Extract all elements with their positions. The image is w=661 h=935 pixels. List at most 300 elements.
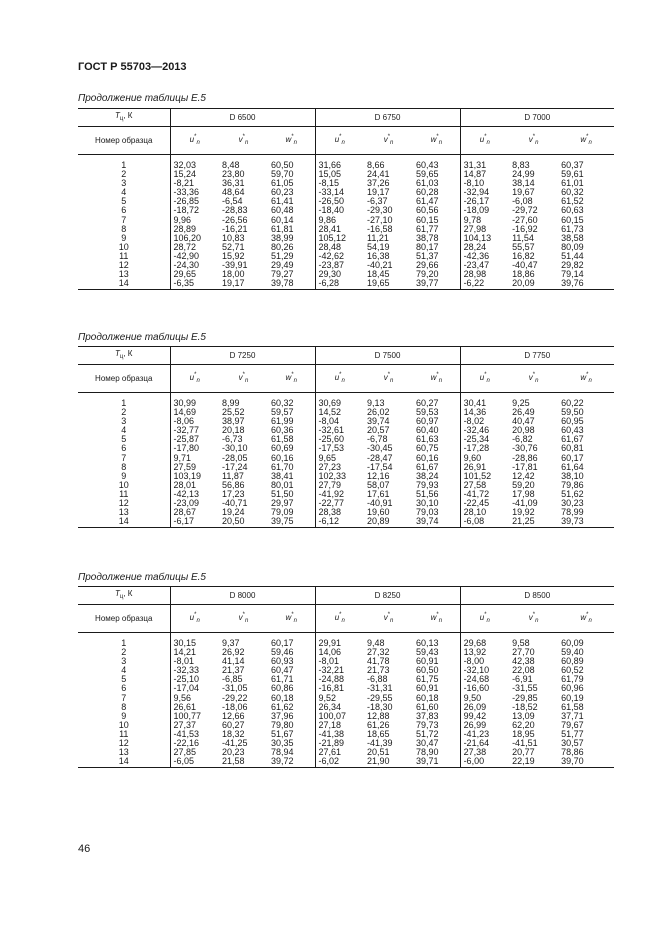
value-cell: 51,72 [416, 728, 439, 739]
var-superscript: * [291, 611, 294, 618]
value-cell: 79,20 [416, 269, 439, 280]
value-cell: 56,86 [222, 479, 245, 490]
header-row [78, 587, 614, 605]
value-cell: 48,64 [222, 187, 245, 198]
sample-number-cell: 8 [121, 701, 127, 712]
value-cell: 31,31 [460, 161, 509, 170]
value-cell: -18,52 [512, 701, 538, 712]
value-cell: -32,21 [315, 666, 364, 675]
var-subscript: n [438, 377, 443, 384]
var-w-header [413, 365, 460, 393]
value-cell: 79,93 [416, 479, 439, 490]
var-symbol: u [479, 372, 485, 382]
value-cell: 27,98 [460, 225, 509, 234]
value-cell: -41,23 [460, 730, 509, 739]
value-cell: 41,78 [367, 656, 390, 667]
value-cell: -8,04 [315, 417, 364, 426]
sample-number-cell: 11 [119, 250, 129, 261]
var-symbol: u [189, 612, 195, 622]
var-subscript: n [245, 377, 249, 384]
subheader-row [78, 365, 614, 393]
sample-number-cell: 12 [118, 498, 129, 509]
value-cell: 26,34 [315, 703, 364, 712]
var-superscript: * [586, 133, 589, 140]
var-superscript: * [194, 371, 197, 378]
value-cell: 40,47 [512, 416, 535, 427]
var-subscript: n [245, 617, 249, 624]
var-subscript: n [535, 377, 539, 384]
var-symbol: w [580, 372, 587, 382]
value-cell: 60,63 [561, 205, 584, 216]
value-cell: -16,92 [512, 223, 538, 234]
sample-number-cell: 10 [118, 241, 129, 252]
value-cell: -32,61 [315, 426, 364, 435]
sample-number-cell: 8 [121, 223, 127, 234]
value-cell: 29,65 [170, 270, 219, 279]
value-cell: 26,02 [367, 407, 390, 418]
value-cell: 99,42 [460, 712, 509, 721]
value-cell: 60,18 [416, 692, 439, 703]
temp-symbol: T [115, 110, 120, 120]
value-cell: 78,94 [271, 747, 294, 758]
value-cell: -23,09 [170, 499, 219, 508]
value-cell: 61,99 [271, 416, 294, 427]
value-cell: 39,75 [268, 517, 315, 528]
value-cell: 79,03 [416, 507, 439, 518]
value-cell: 60,96 [561, 683, 584, 694]
value-cell: 60,27 [416, 398, 439, 408]
value-cell: 58,07 [367, 479, 390, 490]
value-cell: -6,08 [512, 196, 533, 207]
value-cell: 17,23 [222, 488, 245, 499]
value-cell: 39,74 [367, 416, 390, 427]
value-cell: 14,21 [170, 648, 219, 657]
var-u-header [315, 365, 364, 393]
var-symbol: w [285, 134, 292, 144]
value-cell: 19,17 [219, 279, 268, 290]
var-v-header [364, 605, 413, 633]
value-cell: 9,48 [367, 638, 385, 648]
sample-number-header: Номер образца [78, 605, 170, 633]
var-w-header [268, 605, 315, 633]
value-cell: 28,38 [315, 508, 364, 517]
value-cell: 27,59 [170, 463, 219, 472]
value-cell: 60,47 [271, 665, 294, 676]
value-cell: -18,30 [367, 701, 393, 712]
value-cell: 60,81 [561, 443, 584, 454]
value-cell: -21,89 [315, 739, 364, 748]
var-superscript: * [291, 133, 294, 140]
value-cell: 29,82 [561, 260, 584, 271]
value-cell: -42,36 [460, 252, 509, 261]
value-cell: -8,06 [170, 417, 219, 426]
data-table-1 [78, 108, 614, 290]
sample-number-cell: 12 [118, 260, 129, 271]
value-cell: -6,54 [222, 196, 243, 207]
value-cell: -8,01 [170, 657, 219, 666]
value-cell: 31,66 [315, 161, 364, 170]
value-cell: 51,29 [271, 250, 294, 261]
value-cell: 18,45 [367, 269, 390, 280]
var-subscript: n [438, 617, 443, 624]
sample-number-cell: 4 [121, 665, 127, 676]
value-cell: 19,24 [222, 507, 245, 518]
value-cell: -42,62 [315, 252, 364, 261]
var-symbol: v [528, 372, 533, 382]
sample-number-cell: 14 [78, 279, 170, 290]
sample-number-cell: 3 [121, 178, 127, 189]
var-v-header [509, 605, 558, 633]
value-cell: 28,89 [170, 225, 219, 234]
var-superscript: * [532, 133, 536, 140]
var-symbol: w [580, 134, 587, 144]
value-cell: -17,81 [512, 461, 538, 472]
table-row [78, 279, 614, 290]
value-cell: -30,76 [512, 443, 538, 454]
value-cell: -28,05 [222, 452, 248, 463]
value-cell: 21,37 [222, 665, 245, 676]
value-cell: -41,92 [315, 490, 364, 499]
var-symbol: u [479, 612, 485, 622]
value-cell: 51,67 [271, 728, 294, 739]
temp-subscript: ц [119, 115, 124, 122]
value-cell: 28,72 [170, 243, 219, 252]
sample-number-cell: 5 [121, 674, 127, 685]
value-cell: -17,53 [315, 444, 364, 453]
var-symbol: v [238, 612, 243, 622]
var-subscript: n [588, 139, 592, 146]
sample-number-cell: 1 [121, 160, 127, 170]
value-cell: 59,40 [561, 647, 584, 658]
value-cell: 20,18 [222, 425, 245, 436]
value-cell: 12,66 [222, 710, 245, 721]
value-cell: 19,17 [367, 187, 390, 198]
value-cell: 100,07 [315, 712, 364, 721]
var-superscript: * [194, 133, 197, 140]
var-superscript: * [484, 371, 487, 378]
sample-number-cell: 5 [121, 434, 127, 445]
value-cell: 9,71 [170, 454, 219, 463]
value-cell: 9,25 [512, 398, 530, 408]
value-cell: 17,98 [512, 488, 535, 499]
group-header: D 6500 [170, 109, 315, 127]
value-cell: 79,67 [561, 719, 584, 730]
value-cell: -6,88 [367, 674, 388, 685]
var-symbol: u [334, 612, 340, 622]
value-cell: 61,75 [416, 674, 439, 685]
value-cell: 105,12 [315, 234, 364, 243]
value-cell: 61,52 [561, 196, 584, 207]
var-symbol: u [334, 134, 340, 144]
value-cell: -41,39 [367, 738, 393, 749]
value-cell: -6,82 [512, 434, 533, 445]
value-cell: 20,77 [512, 747, 535, 758]
group-header: D 7250 [170, 347, 315, 365]
temp-symbol: T [115, 588, 120, 598]
value-cell: 30,15 [170, 639, 219, 648]
value-cell: 20,57 [367, 425, 390, 436]
value-cell: -29,30 [367, 205, 393, 216]
sample-number-cell: 11 [119, 488, 129, 499]
value-cell: -22,77 [315, 499, 364, 508]
var-symbol: u [189, 372, 195, 382]
var-subscript: n [588, 377, 592, 384]
var-u-header [460, 605, 509, 633]
value-cell: 21,90 [364, 757, 413, 768]
value-cell: 60,50 [271, 160, 294, 170]
value-cell: 12,42 [512, 470, 535, 481]
value-cell: -18,40 [315, 206, 364, 215]
value-cell: 26,99 [460, 721, 509, 730]
value-cell: 30,41 [460, 399, 509, 408]
var-symbol: w [430, 612, 437, 622]
value-cell: -8,10 [460, 179, 509, 188]
value-cell: 38,58 [561, 232, 584, 243]
var-subscript: n [438, 139, 443, 146]
value-cell: 59,57 [271, 407, 294, 418]
value-cell: 23,80 [222, 169, 245, 180]
value-cell: 51,77 [561, 728, 584, 739]
value-cell: 20,09 [509, 279, 558, 290]
group-header: D 8000 [170, 587, 315, 605]
value-cell: 17,61 [367, 488, 390, 499]
value-cell: -32,77 [170, 426, 219, 435]
value-cell: 103,19 [170, 472, 219, 481]
data-table-2 [78, 346, 614, 528]
value-cell: 8,99 [222, 398, 240, 408]
value-cell: -26,50 [315, 197, 364, 206]
value-cell: 27,32 [367, 647, 390, 658]
sample-number-cell: 1 [121, 638, 127, 648]
value-cell: 36,31 [222, 178, 245, 189]
value-cell: 15,05 [315, 170, 364, 179]
var-superscript: * [586, 371, 589, 378]
value-cell: 9,78 [460, 216, 509, 225]
value-cell: -8,02 [460, 417, 509, 426]
sample-number-cell: 11 [119, 728, 129, 739]
value-cell: 32,03 [170, 161, 219, 170]
value-cell: 60,69 [271, 443, 294, 454]
value-cell: 29,30 [315, 270, 364, 279]
var-subscript: n [341, 617, 345, 624]
value-cell: -30,45 [367, 443, 393, 454]
value-cell: 80,01 [271, 479, 294, 490]
value-cell: 60,15 [561, 214, 584, 225]
var-superscript: * [242, 611, 245, 618]
value-cell: -28,47 [367, 452, 393, 463]
sample-number-cell: 4 [121, 187, 127, 198]
value-cell: 78,90 [416, 747, 439, 758]
value-cell: 28,48 [315, 243, 364, 252]
value-cell: -6,17 [170, 517, 219, 528]
value-cell: -25,60 [315, 435, 364, 444]
value-cell: 37,26 [367, 178, 390, 189]
value-cell: -29,55 [367, 692, 393, 703]
var-subscript: n [588, 617, 592, 624]
value-cell: 22,19 [509, 757, 558, 768]
value-cell: 61,26 [367, 719, 390, 730]
value-cell: 10,83 [222, 232, 245, 243]
value-cell: 59,46 [271, 647, 294, 658]
temp-subscript: ц [119, 593, 124, 600]
value-cell: 21,73 [367, 665, 390, 676]
value-cell: 20,23 [222, 747, 245, 758]
value-cell: 60,89 [561, 656, 584, 667]
sample-number-cell: 10 [118, 479, 129, 490]
value-cell: 26,49 [512, 407, 535, 418]
value-cell: 60,14 [271, 214, 294, 225]
value-cell: -25,87 [170, 435, 219, 444]
var-symbol: v [238, 372, 243, 382]
value-cell: 60,09 [561, 638, 584, 648]
value-cell: -6,05 [170, 757, 219, 768]
table-caption: Продолжение таблицы Е.5 [78, 93, 206, 104]
var-symbol: v [528, 612, 533, 622]
value-cell: -24,88 [315, 675, 364, 684]
value-cell: 28,01 [170, 481, 219, 490]
value-cell: 61,60 [416, 701, 439, 712]
value-cell: 24,41 [367, 169, 390, 180]
value-cell: -17,24 [222, 461, 248, 472]
value-cell: 54,19 [367, 241, 390, 252]
sample-number-cell: 9 [121, 470, 127, 481]
sample-number-cell: 13 [118, 747, 129, 758]
value-cell: 60,17 [561, 452, 584, 463]
value-cell: 59,61 [561, 169, 584, 180]
var-subscript: n [196, 377, 200, 384]
value-cell: -18,09 [460, 206, 509, 215]
group-header: D 7750 [460, 347, 614, 365]
var-superscript: * [242, 133, 245, 140]
value-cell: 106,20 [170, 234, 219, 243]
value-cell: 27,70 [512, 647, 535, 658]
value-cell: 38,78 [416, 232, 439, 243]
value-cell: 27,61 [315, 748, 364, 757]
value-cell: 29,49 [271, 260, 294, 271]
value-cell: -26,56 [222, 214, 248, 225]
value-cell: -25,10 [170, 675, 219, 684]
value-cell: 55,57 [512, 241, 535, 252]
value-cell: 9,58 [512, 638, 530, 648]
value-cell: 61,58 [271, 434, 294, 445]
value-cell: 60,43 [416, 160, 439, 170]
value-cell: -6,37 [367, 196, 388, 207]
value-cell: 19,65 [364, 279, 413, 290]
value-cell: 60,15 [416, 214, 439, 225]
value-cell: 78,86 [561, 747, 584, 758]
var-subscript: n [293, 377, 297, 384]
header-row [78, 347, 614, 365]
value-cell: 8,83 [512, 160, 530, 170]
value-cell: 9,96 [170, 216, 219, 225]
value-cell: 18,32 [222, 728, 245, 739]
value-cell: 60,18 [271, 692, 294, 703]
sample-number-cell: 12 [118, 738, 129, 749]
var-symbol: v [383, 372, 388, 382]
value-cell: 60,93 [271, 656, 294, 667]
value-cell: 51,50 [271, 488, 294, 499]
value-cell: -27,10 [367, 214, 393, 225]
var-u-header [460, 365, 509, 393]
value-cell: 60,91 [416, 656, 439, 667]
value-cell: 104,13 [460, 234, 509, 243]
value-cell: 60,56 [416, 205, 439, 216]
value-cell: -17,28 [460, 444, 509, 453]
value-cell: 61,03 [416, 178, 439, 189]
value-cell: -33,36 [170, 188, 219, 197]
value-cell: 38,41 [271, 470, 294, 481]
var-u-header [170, 365, 219, 393]
value-cell: 41,14 [222, 656, 245, 667]
value-cell: 60,43 [561, 425, 584, 436]
var-w-header [268, 365, 315, 393]
sample-number-cell: 3 [121, 416, 127, 427]
value-cell: 60,50 [416, 665, 439, 676]
sample-number-header: Номер образца [78, 127, 170, 155]
var-w-header [413, 605, 460, 633]
value-cell: 37,71 [561, 710, 584, 721]
var-v-header [364, 365, 413, 393]
value-cell: -17,80 [170, 444, 219, 453]
value-cell: -42,90 [170, 252, 219, 261]
var-v-header [219, 127, 268, 155]
var-w-header [558, 127, 614, 155]
value-cell: 60,95 [561, 416, 584, 427]
var-v-header [509, 365, 558, 393]
var-u-header [460, 127, 509, 155]
value-cell: 61,62 [271, 701, 294, 712]
value-cell: -6,08 [460, 517, 509, 528]
sample-number-cell: 5 [121, 196, 127, 207]
group-header: D 7000 [460, 109, 614, 127]
value-cell: 30,10 [416, 498, 439, 509]
document-header: ГОСТ Р 55703—2013 [78, 61, 187, 73]
value-cell: 11,21 [367, 232, 389, 243]
var-u-header [315, 127, 364, 155]
value-cell: 60,52 [561, 665, 584, 676]
var-w-header [268, 127, 315, 155]
value-cell: -39,91 [222, 260, 248, 271]
value-cell: 39,78 [268, 279, 315, 290]
value-cell: -6,00 [460, 757, 509, 768]
sample-number-cell: 4 [121, 425, 127, 436]
value-cell: 61,05 [271, 178, 294, 189]
value-cell: 9,86 [315, 216, 364, 225]
var-v-header [509, 127, 558, 155]
var-symbol: u [479, 134, 485, 144]
var-subscript: n [341, 139, 345, 146]
value-cell: 102,33 [315, 472, 364, 481]
value-cell: 39,74 [413, 517, 460, 528]
var-symbol: w [285, 372, 292, 382]
value-cell: 59,70 [271, 169, 294, 180]
value-cell: 59,65 [416, 169, 439, 180]
value-cell: 21,58 [219, 757, 268, 768]
value-cell: 39,70 [558, 757, 614, 768]
var-symbol: u [189, 134, 195, 144]
value-cell: 9,52 [315, 694, 364, 703]
table-row [78, 188, 614, 197]
value-cell: 29,68 [460, 639, 509, 648]
value-cell: 60,27 [222, 719, 245, 730]
value-cell: 61,67 [416, 461, 439, 472]
value-cell: -6,73 [222, 434, 243, 445]
table-row [78, 426, 614, 435]
value-cell: 25,52 [222, 407, 245, 418]
var-subscript: n [293, 139, 297, 146]
temp-unit: , К [123, 348, 133, 358]
value-cell: 60,32 [271, 398, 294, 408]
